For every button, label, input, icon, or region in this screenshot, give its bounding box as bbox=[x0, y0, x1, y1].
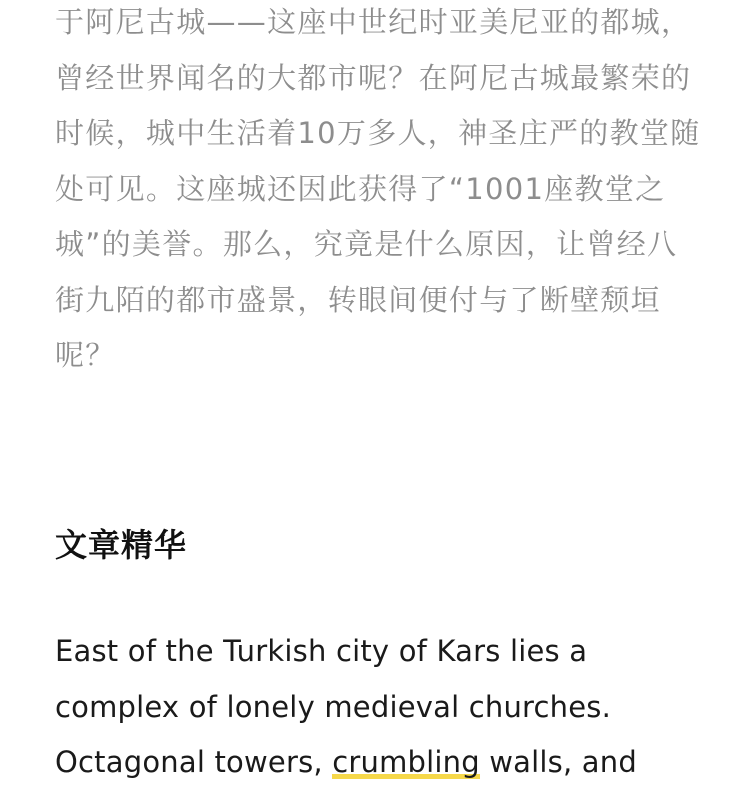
section-title: 文章精华 bbox=[55, 526, 188, 564]
highlighted-word[interactable]: crumbling bbox=[332, 745, 480, 779]
essence-text-part1: East of the Turkish city of Kars lies a complex of lonely medieval churches. Octagonal towers, bbox=[55, 634, 612, 779]
essence-paragraph bbox=[55, 624, 705, 791]
article-content bbox=[55, 0, 705, 779]
intro-paragraph: 于阿尼古城——这座中世纪时亚美尼亚的都城，曾经世界闻名的大都市呢？在阿尼古城最繁荣的时候，城中生活着10万多人，神圣庄严的教堂随处可见。这座城还因此获得了“1001座教堂之城”的美誉。那么，究竟是什么原因，让曾经八街九陌的都市盛景，转眼间便付与了断壁颓垣呢？ bbox=[55, 5, 701, 372]
essence-text-part2: walls, and bbox=[479, 745, 637, 779]
